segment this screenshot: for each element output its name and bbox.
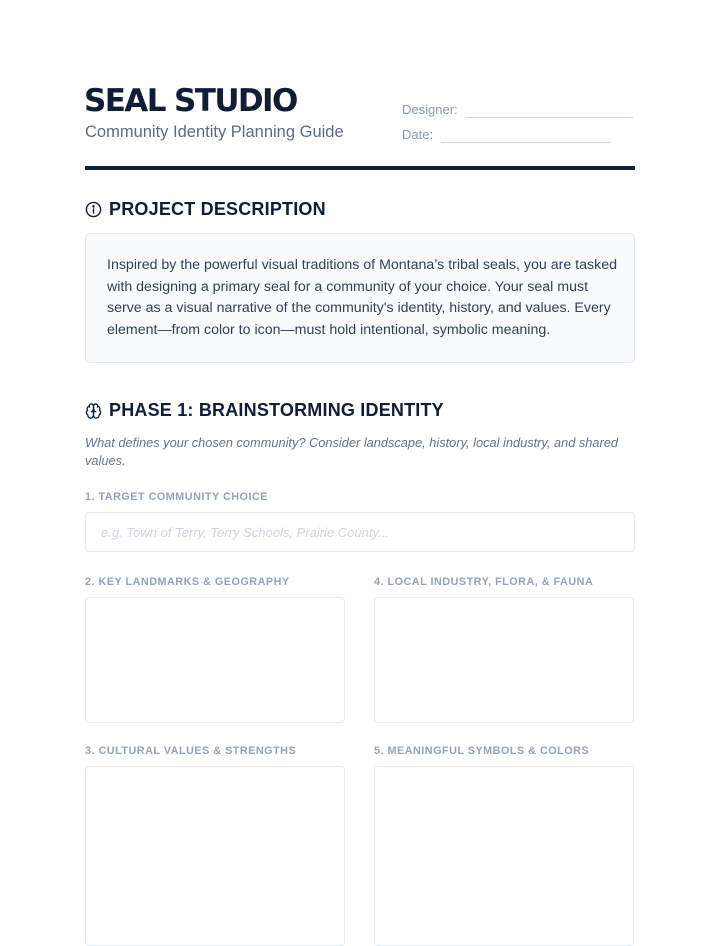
page-title: SEAL STUDIO [84,83,297,119]
designer-label: Designer: [402,102,458,117]
description-text: Inspired by the powerful visual traditions of Montana’s tribal seals, you are tasked with designing a primary seal for a community of your choice. Your seal must serve as a visual narrative of the community's identity, history, and values. Every element—from color to icon—must hold intentional, symbolic meaning. [107,257,617,338]
header-divider [85,166,635,170]
brain-icon [85,402,102,420]
landmarks-textarea[interactable] [85,597,345,723]
planning-worksheet [85,0,635,932]
symbols-colors-textarea[interactable] [374,766,634,946]
section-heading-label: PROJECT DESCRIPTION [109,199,326,219]
date-field[interactable] [402,127,610,143]
industry-label: 4. LOCAL INDUSTRY, FLORA, & FAUNA [374,576,594,588]
landmarks-label: 2. KEY LANDMARKS & GEOGRAPHY [85,576,290,588]
cultural-values-label: 3. CULTURAL VALUES & STRENGTHS [85,745,297,757]
description-panel [85,233,635,363]
symbols-colors-label: 5. MEANINGFUL SYMBOLS & COLORS [374,745,590,757]
designer-line[interactable] [466,103,633,118]
worksheet-header [85,82,635,170]
designer-field[interactable] [402,102,633,118]
target-community-label: 1. TARGET COMMUNITY CHOICE [85,491,268,503]
section-heading-project-description [85,199,326,220]
phase-1-prompt: What defines your chosen community? Consider landscape, history, local industry, and shared values. [85,435,619,468]
info-circle-icon [85,201,102,218]
industry-textarea[interactable] [374,597,634,723]
page-subtitle: Community Identity Planning Guide [85,123,344,141]
target-community-input[interactable] [85,512,635,552]
section-heading-label: PHASE 1: BRAINSTORMING IDENTITY [109,400,444,420]
section-heading-phase-1 [85,400,444,421]
date-label: Date: [402,127,434,142]
date-line[interactable] [441,128,610,143]
cultural-values-textarea[interactable] [85,766,345,946]
